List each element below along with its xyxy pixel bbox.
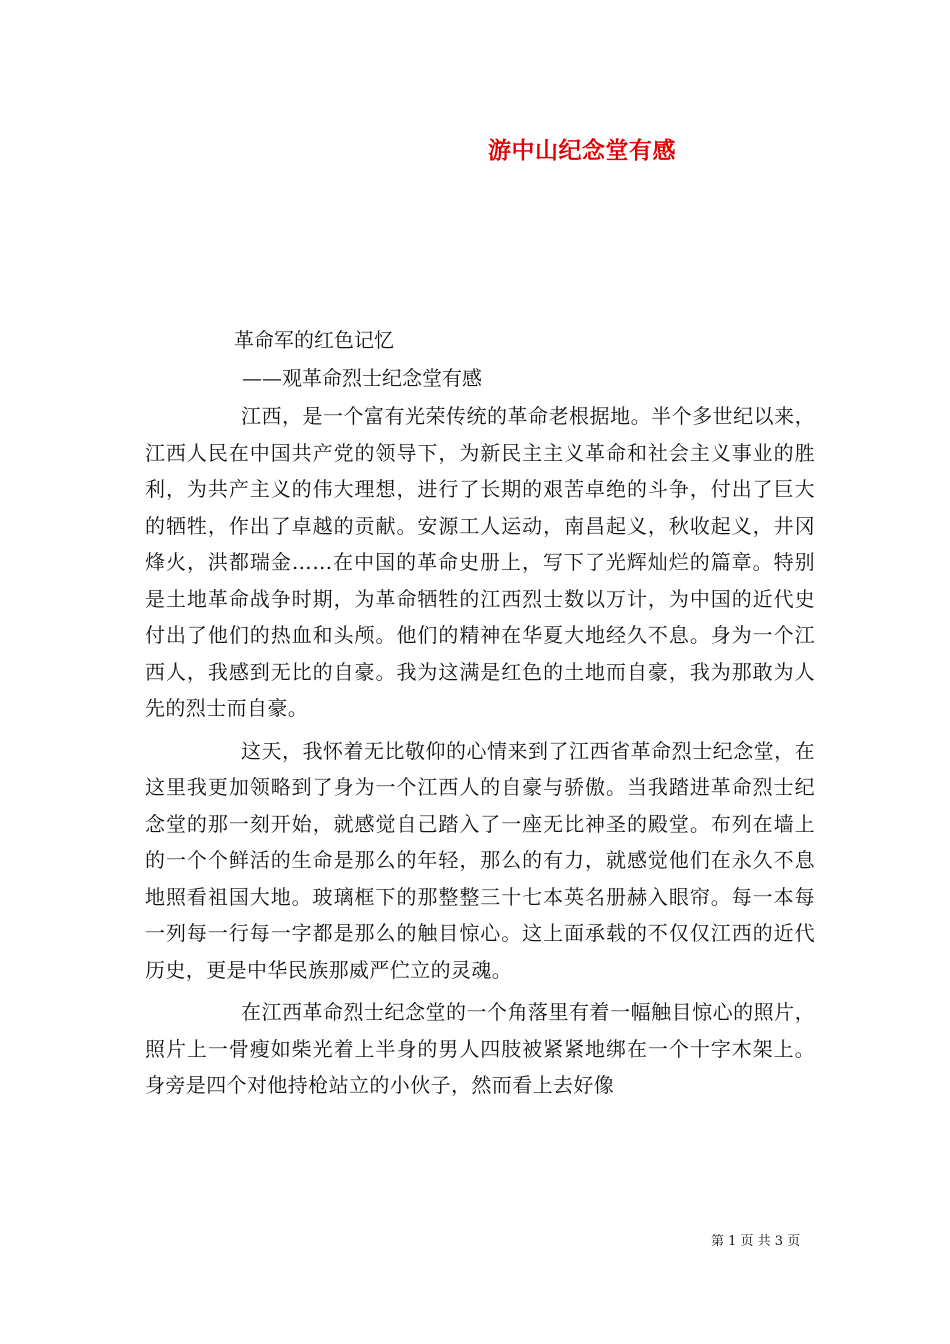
subheading-sub: ——观革命烈士纪念堂有感 [242, 366, 482, 390]
paragraph: 在江西革命烈士纪念堂的一个角落里有着一幅触目惊心的照片，照片上一骨瘦如柴光着上半身的男人四肢被紧紧地绑在一个十字木架上。身旁是四个对他持枪站立的小伙子，然而看上去好像 [145, 1000, 815, 1097]
page-number-footer: 第 1 页 共 3 页 [711, 1234, 801, 1249]
subheading-main: 革命军的红色记忆 [234, 328, 394, 352]
paragraph: 江西，是一个富有光荣传统的革命老根据地。半个多世纪以来，江西人民在中国共产党的领导下，为新民主主义革命和社会主义事业的胜利，为共产主义的伟大理想，进行了长期的艰苦卓绝的斗争，付出了巨大的牺牲，作出了卓越的贡献。安源工人运动，南昌起义，秋收起义，井冈烽火，洪都瑞金……在中国的革命史册上，写下了光辉灿烂的篇章。特别是土地革命战争时期，为革命牺牲的江西烈士数以万计，为中国的近代史付出了他们的热血和头颅。他们的精神在华夏大地经久不息。身为一个江西人，我感到无比的自豪。我为这满是红色的土地而自豪，我为那敢为人先的烈士而自豪。 [145, 404, 815, 720]
document-title: 游中山纪念堂有感 [488, 137, 676, 164]
document-body [145, 398, 815, 1110]
paragraph: 这天，我怀着无比敬仰的心情来到了江西省革命烈士纪念堂，在这里我更加领略到了身为一个江西人的自豪与骄傲。当我踏进革命烈士纪念堂的那一刻开始，就感觉自己踏入了一座无比神圣的殿堂。布列在墙上的一个个鲜活的生命是那么的年轻，那么的有力，就感觉他们在永久不息地照看祖国大地。玻璃框下的那整整三十七本英名册赫入眼帘。每一本每一列每一行每一字都是那么的触目惊心。这上面承载的不仅仅江西的近代历史，更是中华民族那威严伫立的灵魂。 [145, 738, 815, 982]
